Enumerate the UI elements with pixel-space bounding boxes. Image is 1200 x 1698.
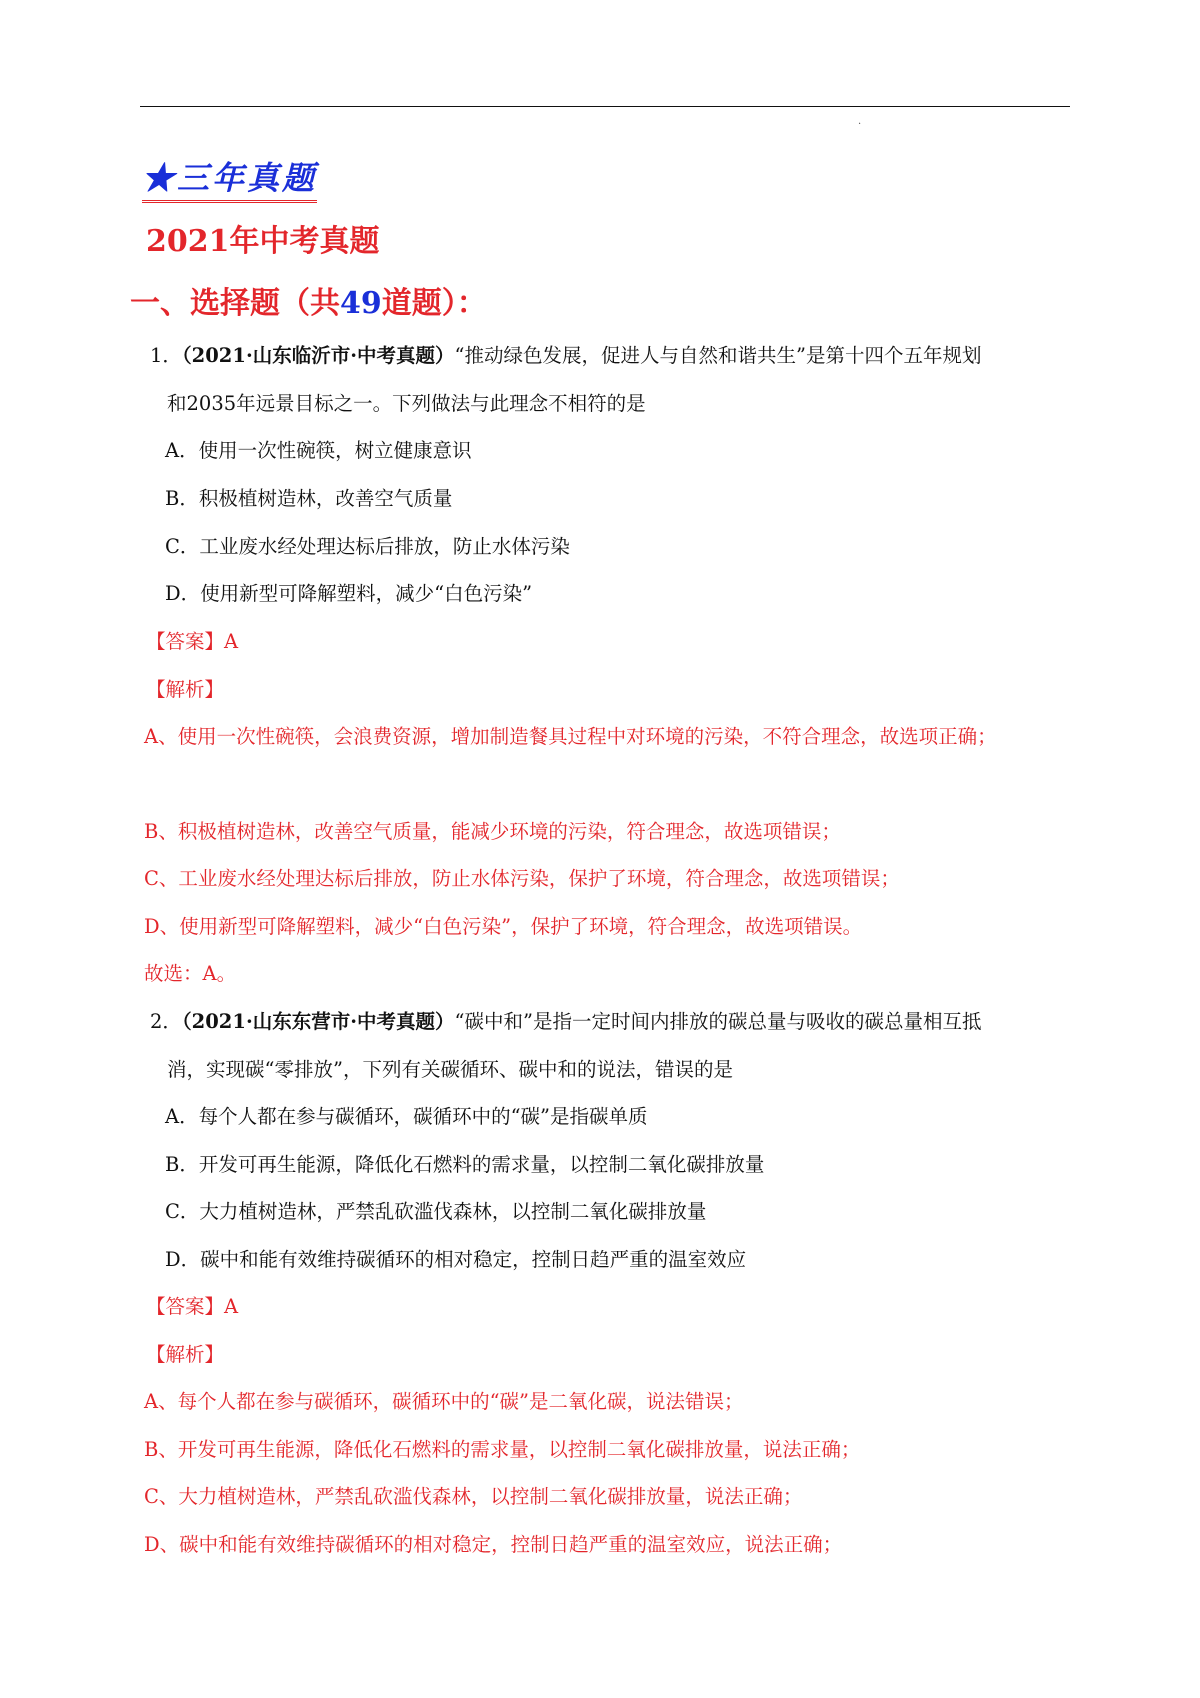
- question-count: 49: [340, 286, 382, 321]
- question-1-analysis-label: 【解析】: [146, 678, 225, 701]
- answer-value: A: [224, 1295, 239, 1318]
- question-2-answer: [146, 1293, 238, 1321]
- question-1-option-b: B．积极植树造林，改善空气质量: [165, 487, 453, 510]
- question-1-option-a: A．使用一次性碗筷，树立健康意识: [165, 439, 472, 462]
- question-2-option-a: A．每个人都在参与碳循环，碳循环中的“碳”是指碳单质: [165, 1105, 648, 1128]
- question-text: “碳中和”是指一定时间内排放的碳总量与吸收的碳总量相互抵: [454, 1010, 982, 1033]
- section-banner: ★三年真题: [142, 153, 317, 203]
- question-1-option-d: D．使用新型可降解塑料，减少“白色污染”: [165, 582, 533, 605]
- question-2-analysis-a: A、每个人都在参与碳循环，碳循环中的“碳”是二氧化碳，说法错误；: [144, 1390, 744, 1413]
- question-2-option-d: D．碳中和能有效维持碳循环的相对稳定，控制日趋严重的温室效应: [165, 1248, 747, 1271]
- question-1-stem-continued: 和2035年远景目标之一。下列做法与此理念不相符的是: [167, 392, 646, 415]
- question-2-analysis-c: C、大力植树造林，严禁乱砍滥伐森林，以控制二氧化碳排放量，说法正确；: [144, 1485, 803, 1508]
- section-prefix: 一、选择题（共: [130, 286, 340, 321]
- stray-dot: .: [858, 116, 862, 127]
- answer-value: A: [224, 630, 239, 653]
- question-2-stem: [150, 1008, 981, 1036]
- question-2-option-c: C．大力植树造林，严禁乱砍滥伐森林，以控制二氧化碳排放量: [165, 1200, 707, 1223]
- question-1-analysis-d: D、使用新型可降解塑料，减少“白色污染”，保护了环境，符合理念，故选项错误。: [144, 915, 863, 938]
- question-1-option-c: C．工业废水经处理达标后排放，防止水体污染: [165, 535, 570, 558]
- question-2-option-b: B．开发可再生能源，降低化石燃料的需求量，以控制二氧化碳排放量: [165, 1153, 765, 1176]
- question-1-answer: [146, 628, 238, 656]
- question-1-stem: [150, 342, 981, 370]
- question-1-analysis-a: A、使用一次性碗筷，会浪费资源，增加制造餐具过程中对环境的污染，不符合理念，故选项正确；: [144, 725, 997, 748]
- question-source: （2021·山东东营市·中考真题）: [181, 1010, 455, 1033]
- question-text: “推动绿色发展，促进人与自然和谐共生”是第十四个五年规划: [454, 344, 982, 367]
- answer-label: 【答案】: [146, 1295, 225, 1318]
- question-2-stem-continued: 消，实现碳“零排放”，下列有关碳循环、碳中和的说法，错误的是: [167, 1058, 733, 1081]
- question-2-analysis-d: D、碳中和能有效维持碳循环的相对稳定，控制日趋严重的温室效应，说法正确；: [144, 1533, 843, 1556]
- header-rule: [140, 106, 1070, 107]
- year-title: 2021年中考真题: [146, 224, 380, 259]
- section-suffix: 道题）：: [381, 286, 487, 321]
- question-number: 2．: [150, 1010, 182, 1033]
- question-2-analysis-label: 【解析】: [146, 1343, 225, 1366]
- question-2-analysis-b: B、开发可再生能源，降低化石燃料的需求量，以控制二氧化碳排放量，说法正确；: [144, 1438, 861, 1461]
- question-1-analysis-b: B、积极植树造林，改善空气质量，能减少环境的污染，符合理念，故选项错误；: [144, 820, 841, 843]
- question-1-conclusion: 故选：A。: [144, 962, 237, 985]
- question-source: （2021·山东临沂市·中考真题）: [181, 344, 455, 367]
- question-1-analysis-c: C、工业废水经处理达标后排放，防止水体污染，保护了环境，符合理念，故选项错误；: [144, 867, 900, 890]
- answer-label: 【答案】: [146, 630, 225, 653]
- question-number: 1．: [150, 344, 182, 367]
- section-heading: [130, 278, 487, 322]
